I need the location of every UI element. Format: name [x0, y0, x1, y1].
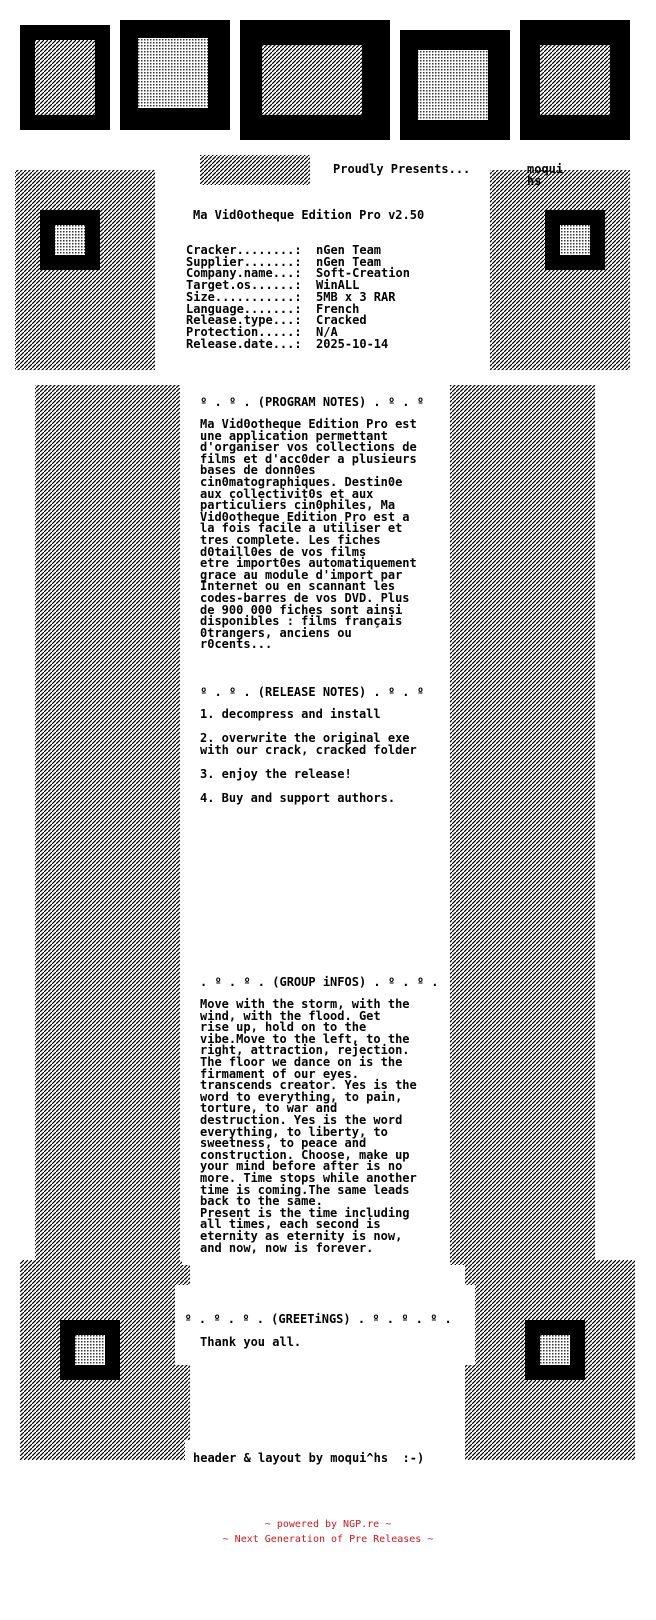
right-bottom-ornament — [465, 1260, 635, 1460]
program-notes-line: aux collectivit0s et aux — [200, 486, 374, 501]
group-infos-line: torture, to war and — [200, 1101, 338, 1116]
group-infos-line: rise up, hold on to the — [200, 1020, 367, 1035]
group-infos-line: sweetness, to peace and — [200, 1136, 367, 1151]
left-upper-ornament — [15, 170, 155, 370]
info-value: French — [316, 301, 360, 316]
info-value: 5MB x 3 RAR — [316, 289, 396, 304]
group-infos-line: word to everything, to pain, — [200, 1089, 403, 1104]
group-infos-line: and now, now is forever. — [200, 1240, 374, 1255]
release-step: 1. decompress and install — [200, 707, 381, 721]
info-value: Cracked — [316, 313, 367, 328]
info-label: Supplier.......: — [186, 254, 302, 269]
footer-powered-by[interactable]: ~ powered by NGP.re ~ — [264, 1519, 392, 1530]
release-title: Ma Vid0otheque Edition Pro v2.50 — [193, 208, 425, 222]
program-notes-line: disponibles : films français — [200, 614, 403, 629]
group-infos-line: eternity as eternity is now, — [200, 1229, 403, 1243]
footer-tagline: ~ Next Generation of Pre Releases ~ — [222, 1534, 434, 1545]
program-notes-heading: º . º . (PROGRAM NOTES) . º . º — [200, 395, 424, 409]
layout-credit: header & layout by moqui^hs :-) — [193, 1451, 425, 1465]
group-infos-line: firmament of our eyes. — [200, 1066, 359, 1081]
left-chain-column — [35, 385, 180, 1265]
group-infos-line: destruction. Yes is the word — [200, 1113, 403, 1127]
group-infos-line: The floor we dance on is the — [200, 1055, 403, 1069]
program-notes-line: Ma Vid0otheque Edition Pro est — [200, 417, 417, 431]
info-label: Company.name...: — [186, 266, 302, 281]
release-step: with our crack, cracked folder — [200, 743, 417, 757]
program-notes-line: particuliers cin0philes, Ma — [200, 498, 396, 513]
greetings-heading: . º . º . º . (GREETiNGS) . º . º . º . — [170, 1312, 452, 1326]
left-bottom-ornament — [20, 1260, 190, 1460]
info-value: N/A — [316, 324, 338, 339]
program-notes-line: cin0matographiques. Destin0e — [200, 475, 403, 489]
group-infos-line: all times, each second is — [200, 1217, 381, 1232]
group-infos-line: Move with the storm, with the — [200, 997, 410, 1011]
info-value: Soft-Creation — [316, 266, 410, 281]
group-infos-line: Present is the time including — [200, 1205, 410, 1220]
info-value: nGen Team — [316, 254, 382, 269]
right-chain-column — [450, 385, 595, 1265]
info-label: Release.type...: — [186, 313, 302, 328]
group-infos-line: right, attraction, rejection. — [200, 1043, 410, 1058]
group-infos-line: back to the same. — [200, 1194, 323, 1209]
info-value: 2025-10-14 — [316, 336, 389, 351]
header-logo-art — [20, 20, 630, 188]
group-infos-line: construction. Choose, make up — [200, 1147, 410, 1162]
greetings-text: Thank you all. — [200, 1335, 302, 1349]
release-step: 2. overwrite the original exe — [200, 731, 410, 745]
program-notes-line: tres complete. Les fiches — [200, 533, 381, 547]
info-label: Cracker........: — [186, 243, 302, 257]
release-step: 4. Buy and support authors. — [200, 791, 396, 805]
program-notes-line: de 900 000 fiches sont ainsi — [200, 602, 403, 617]
group-infos-line: more. Time stops while another — [200, 1171, 417, 1185]
info-value: WinALL — [316, 278, 360, 293]
program-notes-line: codes-barres de vos DVD. Plus — [200, 591, 410, 605]
group-infos-line: everything, to liberty, to — [200, 1124, 388, 1139]
group-infos-line: time is coming.The same leads — [200, 1182, 410, 1197]
info-label: Language.......: — [186, 301, 302, 316]
info-label: Protection.....: — [186, 324, 302, 339]
program-notes-line: 0trangers, anciens ou — [200, 625, 352, 640]
info-label: Target.os......: — [186, 278, 302, 293]
program-notes-line: r0cents... — [200, 637, 273, 652]
group-tag-line-2: hs — [527, 174, 542, 188]
info-label: Release.date...: — [186, 336, 302, 351]
info-label: Size...........: — [186, 289, 302, 304]
program-notes-line: bases de donn0es — [200, 463, 316, 478]
program-notes-line: etre import0es automatiquement — [200, 556, 417, 571]
group-tag-line-1: moqui — [527, 162, 564, 176]
program-notes-line: Internet ou en scannant les — [200, 579, 396, 594]
group-infos-line: your mind before after is no — [200, 1159, 403, 1174]
program-notes-line: la fois facile a utiliser et — [200, 521, 403, 536]
program-notes-line: films et d'acc0der a plusieurs — [200, 451, 417, 466]
group-infos-heading: . º . º . (GROUP iNFOS) . º . º . — [200, 975, 439, 989]
release-notes-heading: º . º . (RELEASE NOTES) . º . º — [200, 685, 424, 699]
program-notes-line: une application permettant — [200, 428, 388, 443]
program-notes-line: d0taill0es de vos films — [200, 544, 367, 559]
info-value: nGen Team — [316, 243, 382, 257]
program-notes-line: d'organiser vos collections de — [200, 440, 417, 455]
group-infos-line: vibe.Move to the left, to the — [200, 1031, 410, 1046]
group-infos-line: wind, with the flood. Get — [200, 1008, 381, 1023]
program-notes-line: grace au module d'import par — [200, 567, 403, 582]
program-notes-line: Vid0otheque Edition Pro est a — [200, 509, 410, 524]
release-step: 3. enjoy the release! — [200, 767, 352, 781]
right-upper-ornament — [490, 170, 630, 370]
proudly-presents: Proudly Presents... — [333, 162, 471, 176]
group-infos-line: transcends creator. Yes is the — [200, 1078, 417, 1093]
